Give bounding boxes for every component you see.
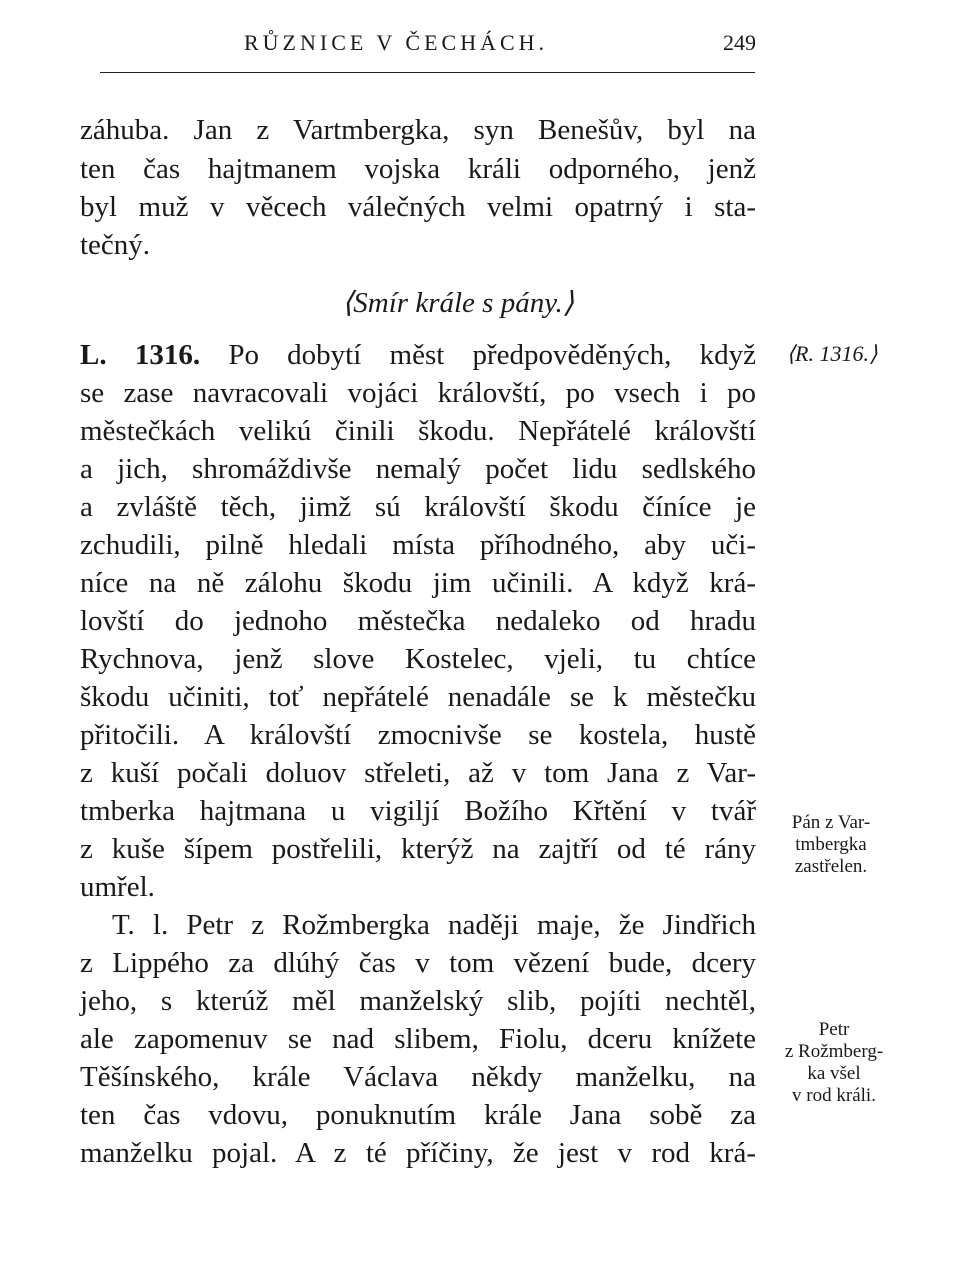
text-line: a zvláště těch, jimž sú královští škodu číníce je bbox=[80, 491, 756, 523]
text-line: ale zapomenuv se nad slibem, Fiolu, dceru knížete bbox=[80, 1023, 756, 1055]
page-number: 249 bbox=[723, 30, 756, 55]
text-line: manželku pojal. A z té příčiny, že jest v rod krá- bbox=[80, 1137, 756, 1169]
margin-note-line: tmbergka bbox=[795, 834, 867, 855]
text-line: ten čas vdovu, ponuknutím krále Jana sobě za bbox=[80, 1099, 756, 1131]
text-line: a jich, shromáždivše nemalý počet lidu sedlského bbox=[80, 453, 756, 485]
text-line: Těšínského, krále Václava někdy manželku, na bbox=[80, 1061, 756, 1093]
running-title: RŮZNICE V ČECHÁCH. bbox=[244, 30, 549, 55]
text-line: T. l. Petr z Rožmbergka naději maje, že Jindřich bbox=[112, 909, 756, 941]
section-heading: ⟨Smír krále s pány.⟩ bbox=[341, 287, 575, 319]
text-line: jeho, s kterúž měl manželský slib, pojíti nechtěl, bbox=[80, 985, 756, 1017]
text-line: z kuše šípem postřelili, kterýž na zajtří od té rány bbox=[80, 833, 756, 865]
text-line: ten čas hajtmanem vojska králi odporného, jenž bbox=[80, 153, 756, 185]
text-line: níce na ně zálohu škodu jim učinili. A když krá- bbox=[80, 567, 756, 599]
margin-note-line: z Rožmberg- bbox=[784, 1041, 884, 1062]
text-line-content: Po dobytí měst předpověděných, když bbox=[228, 339, 757, 371]
text-line: Rychnova, jenž slove Kostelec, vjeli, tu chtíce bbox=[80, 643, 756, 675]
header-rule bbox=[100, 72, 755, 73]
margin-note-rozmberk bbox=[772, 1019, 896, 1107]
margin-note-line: Petr bbox=[818, 1019, 850, 1040]
margin-note-line: v rod králi. bbox=[792, 1085, 876, 1106]
text-line: umřel. bbox=[80, 871, 155, 903]
text-line: škodu učiniti, toť nepřátelé nenadále se k městečku bbox=[80, 681, 756, 713]
text-line: se zase navracovali vojáci královští, po vsech i po bbox=[80, 377, 756, 409]
text-line: zchudili, pilně hledali místa příhodného, aby uči- bbox=[80, 529, 756, 561]
text-line bbox=[80, 337, 756, 373]
margin-note-line: zastřelen. bbox=[794, 856, 868, 877]
margin-note-date: ⟨R. 1316.⟩ bbox=[786, 341, 878, 366]
text-line: tmberka hajtmana u vigiljí Božího Křtění v tvář bbox=[80, 795, 756, 827]
running-header bbox=[80, 30, 756, 64]
text-line: z Lippého za dlúhý čas v tom vězení bude, dcery bbox=[80, 947, 756, 979]
margin-note-line: Pán z Var- bbox=[791, 812, 871, 833]
text-line: byl muž v věcech válečných velmi opatrný i sta- bbox=[80, 191, 756, 223]
text-line: záhuba. Jan z Vartmbergka, syn Benešův, byl na bbox=[80, 114, 756, 146]
text-line: městečkách velikú činili škodu. Nepřátelé královští bbox=[80, 415, 756, 447]
margin-note-vartmberk bbox=[772, 812, 890, 878]
year-label: L. 1316. bbox=[80, 339, 201, 371]
text-line: tečný. bbox=[80, 229, 151, 261]
text-line: z kuší počali doluov střeleti, až v tom Jana z Var- bbox=[80, 757, 756, 789]
margin-note-line: ka všel bbox=[807, 1063, 861, 1084]
text-line: lovští do jednoho městečka nedaleko od hradu bbox=[80, 605, 756, 637]
text-line: přitočili. A královští zmocnivše se kostela, hustě bbox=[80, 719, 756, 751]
